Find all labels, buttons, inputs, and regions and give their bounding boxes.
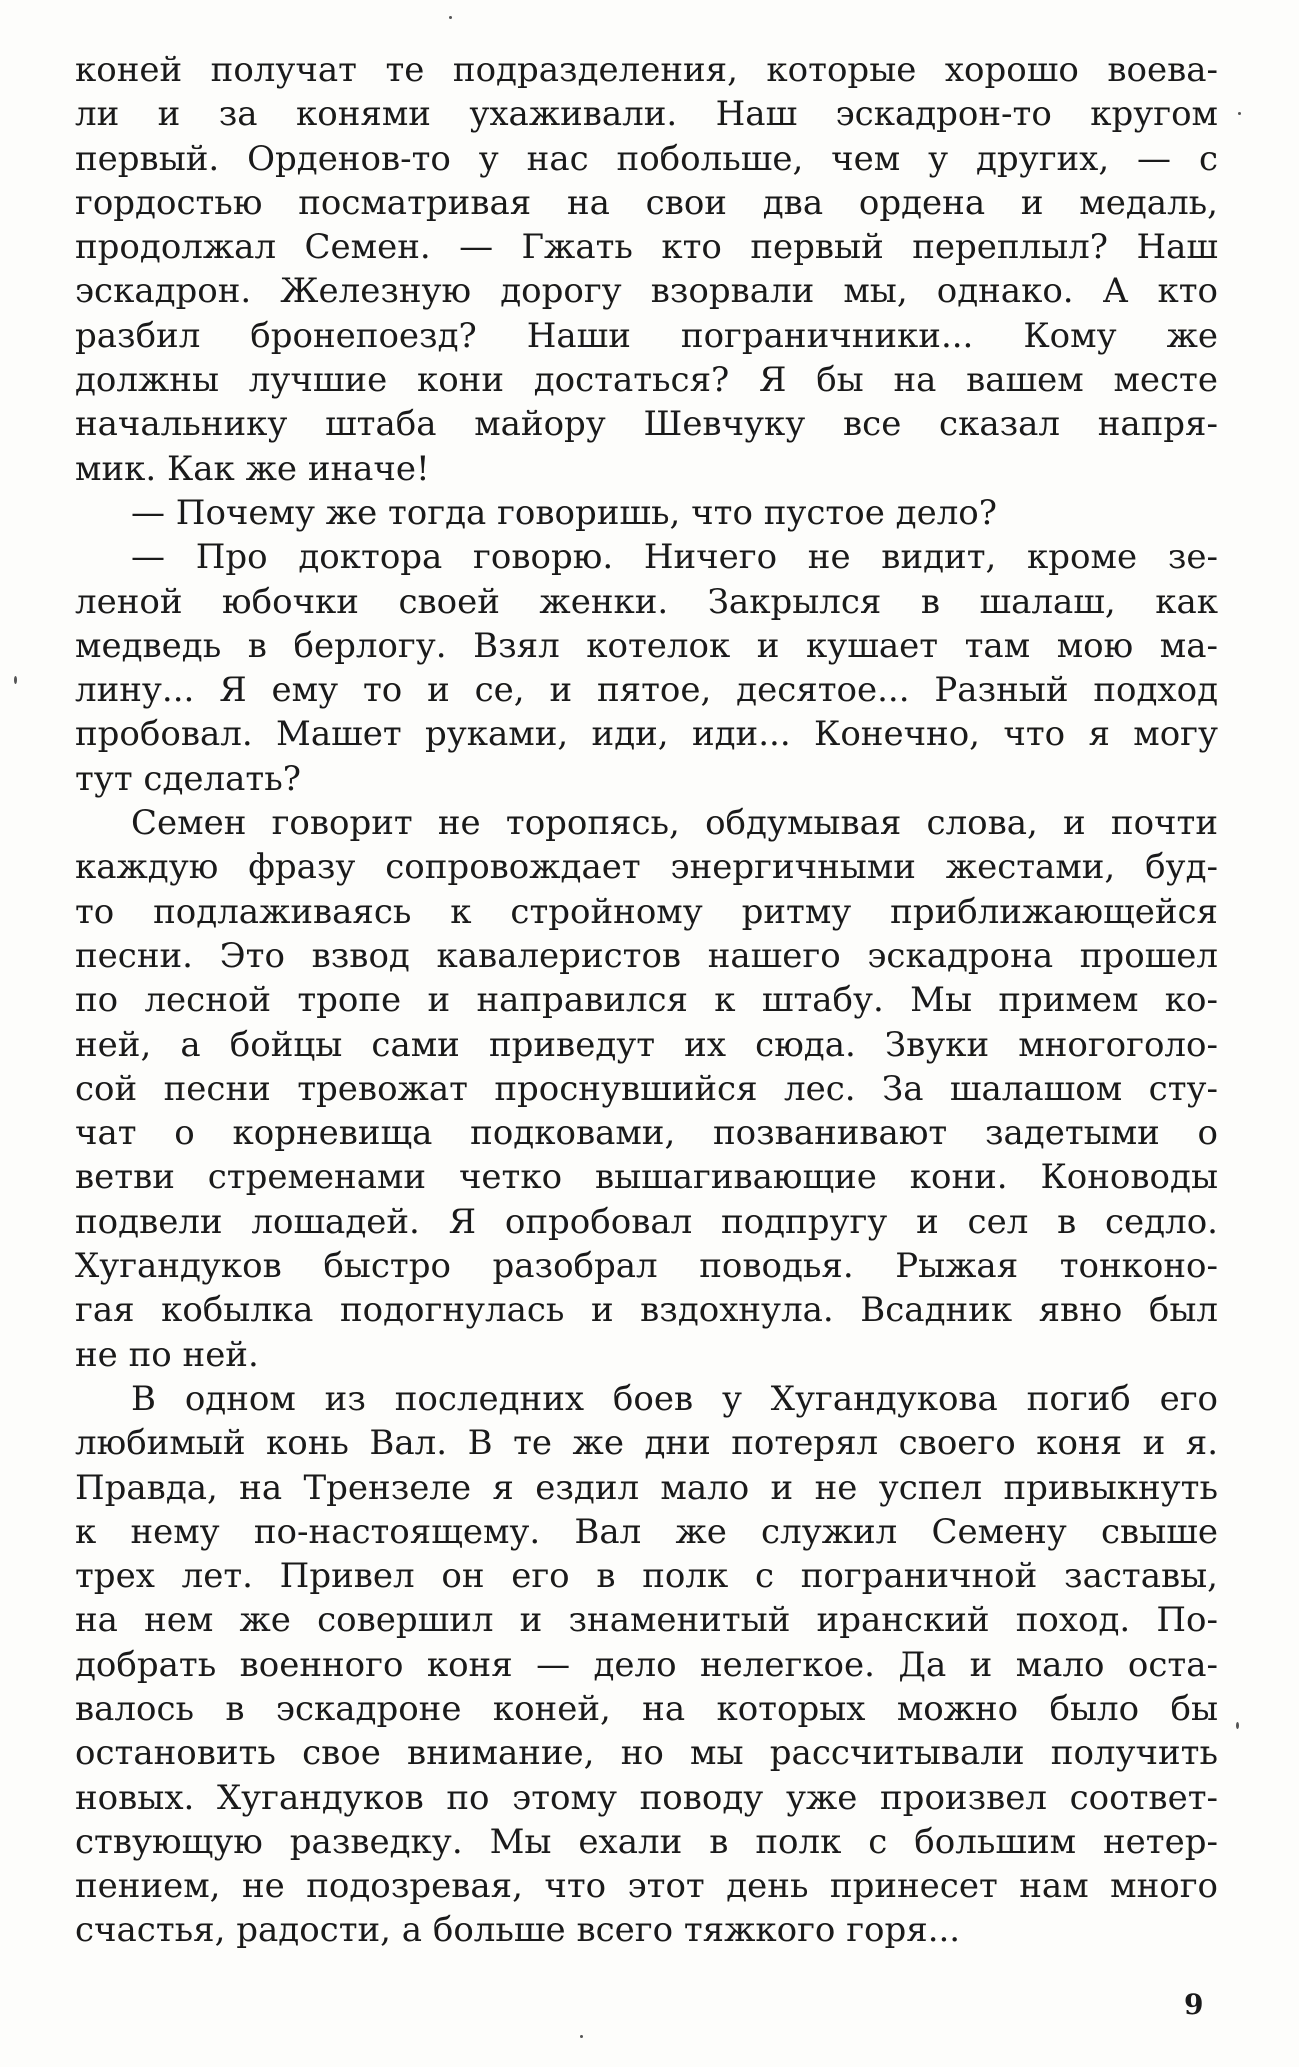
text-line: лину... Я ему то и се, и пятое, десятое... Разный подход [75, 670, 1218, 711]
text-line: разбил бронепоезд? Наши пограничники... Кому же [75, 315, 1218, 356]
text-line: на нем же совершил и знаменитый иранский поход. По- [75, 1600, 1218, 1641]
scan-speck [14, 676, 17, 684]
text-line: первый. Орденов-то у нас побольше, чем у других, — с [75, 138, 1218, 179]
text-line: трех лет. Привел он его в полк с пограничной заставы, [75, 1556, 1218, 1597]
text-line: леной юбочки своей женки. Закрылся в шалаш, как [75, 581, 1218, 622]
scan-speck [1236, 1722, 1239, 1729]
text-line: — Про доктора говорю. Ничего не видит, кроме зе- [131, 537, 1218, 578]
text-line: гордостью посматривая на свои два ордена и медаль, [75, 182, 1218, 223]
text-line: должны лучшие кони достаться? Я бы на вашем месте [75, 360, 1218, 401]
text-line: к нему по-настоящему. Вал же служил Семену свыше [75, 1511, 1218, 1552]
text-line: добрать военного коня — дело нелегкое. Да и мало оста- [75, 1644, 1218, 1685]
text-line: гая кобылка подогнулась и вздохнула. Всадник явно был [75, 1290, 1218, 1331]
text-line: остановить свое внимание, но мы рассчитывали получить [75, 1733, 1218, 1774]
scan-speck [580, 2035, 583, 2038]
text-line: счастья, радости, а больше всего тяжкого горя... [75, 1910, 961, 1951]
text-line: ствующую разведку. Мы ехали в полк с большим нетер- [75, 1821, 1218, 1862]
text-line: подвели лошадей. Я опробовал подпругу и сел в седло. [75, 1201, 1218, 1242]
page-number: 9 [1184, 1988, 1204, 2021]
text-line: сой песни тревожат проснувшийся лес. За шалашом сту- [75, 1068, 1218, 1109]
scan-speck [1238, 112, 1241, 115]
text-line: Хугандуков быстро разобрал поводья. Рыжая тонконо- [75, 1246, 1218, 1287]
text-line: по лесной тропе и направился к штабу. Мы примем ко- [75, 980, 1218, 1021]
text-line: каждую фразу сопровождает энергичными жестами, буд- [75, 847, 1218, 888]
text-line: ней, а бойцы сами приведут их сюда. Звуки многоголо- [75, 1024, 1218, 1065]
text-line: новых. Хугандуков по этому поводу уже произвел соответ- [75, 1777, 1218, 1818]
text-line: Семен говорит не торопясь, обдумывая слова, и почти [131, 803, 1218, 844]
text-line: коней получат те подразделения, которые хорошо воева- [75, 50, 1218, 90]
text-line: медведь в берлогу. Взял котелок и кушает там мою ма- [75, 625, 1218, 666]
scan-speck [449, 16, 452, 19]
text-line: ветви стременами четко вышагивающие кони. Коноводы [75, 1157, 1218, 1198]
text-line: — Почему же тогда говоришь, что пустое дело? [131, 492, 997, 533]
text-line: ли и за конями ухаживали. Наш эскадрон-то кругом [75, 94, 1218, 135]
text-line: Правда, на Трензеле я ездил мало и не успел привыкнуть [75, 1467, 1218, 1508]
text-line: пробовал. Машет руками, иди, иди... Конечно, что я могу [75, 714, 1218, 755]
text-line: пением, не подозревая, что этот день принесет нам много [75, 1866, 1218, 1907]
text-line: В одном из последних боев у Хугандукова погиб его [131, 1378, 1218, 1419]
body-text [75, 48, 1218, 1953]
text-line: эскадрон. Железную дорогу взорвали мы, однако. А кто [75, 271, 1218, 312]
text-line: мик. Как же иначе! [75, 448, 430, 489]
text-line: песни. Это взвод кавалеристов нашего эскадрона прошел [75, 935, 1218, 976]
text-line: то подлаживаясь к стройному ритму приближающейся [75, 891, 1218, 932]
text-line: чат о корневища подковами, позванивают задетыми о [75, 1113, 1218, 1154]
text-line: не по ней. [75, 1334, 259, 1375]
text-line: тут сделать? [75, 758, 301, 799]
text-line: любимый конь Вал. В те же дни потерял своего коня и я. [75, 1423, 1218, 1464]
text-line: продолжал Семен. — Гжать кто первый переплыл? Наш [75, 227, 1218, 268]
text-line: начальнику штаба майору Шевчуку все сказал напря- [75, 404, 1218, 445]
text-line: валось в эскадроне коней, на которых можно было бы [75, 1688, 1218, 1729]
